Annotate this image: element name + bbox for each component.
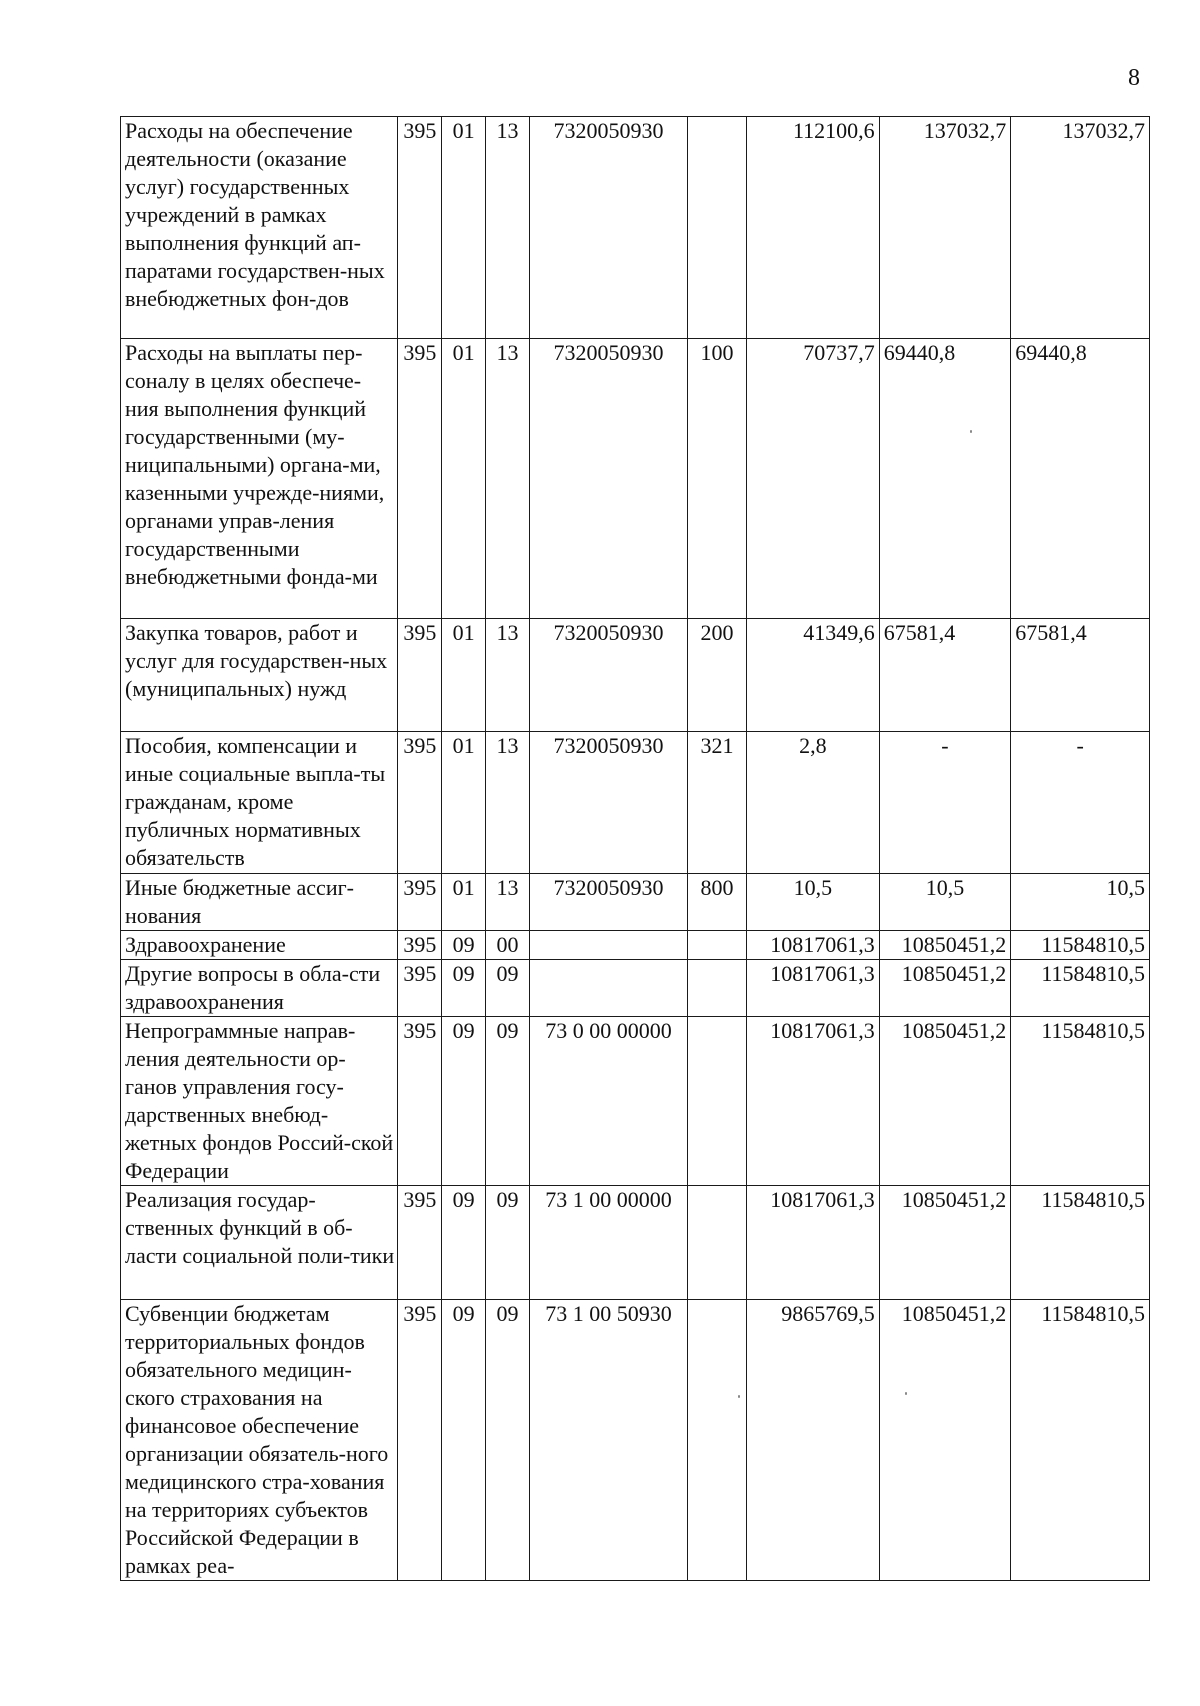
cell-year1: 41349,6 [747, 619, 880, 732]
cell-csr: 73 1 00 50930 [529, 1300, 687, 1581]
row-name: Реализация государ-ственных функций в об-ласти социальной поли-тики [121, 1186, 398, 1300]
cell-pr: 09 [486, 1186, 530, 1300]
table-row [121, 1300, 1150, 1581]
cell-pr: 13 [486, 732, 530, 874]
cell-rz: 01 [442, 619, 486, 732]
cell-year2: 10,5 [879, 874, 1011, 931]
cell-rz: 01 [442, 732, 486, 874]
cell-year3: 10,5 [1011, 874, 1150, 931]
cell-csr: 73 1 00 00000 [529, 1186, 687, 1300]
cell-year3: 11584810,5 [1011, 931, 1150, 960]
cell-rz: 09 [442, 1300, 486, 1581]
cell-year3: 137032,7 [1011, 117, 1150, 339]
cell-vr: 200 [687, 619, 746, 732]
cell-pr: 13 [486, 117, 530, 339]
cell-vr [687, 1186, 746, 1300]
cell-year2: 10850451,2 [879, 1300, 1011, 1581]
table-row [121, 1017, 1150, 1186]
cell-pr: 13 [486, 619, 530, 732]
cell-rz: 09 [442, 960, 486, 1017]
table-row [121, 619, 1150, 732]
cell-year3: - [1011, 732, 1150, 874]
cell-gl: 395 [398, 1186, 442, 1300]
cell-vr: 321 [687, 732, 746, 874]
cell-gl: 395 [398, 1300, 442, 1581]
cell-year3: 11584810,5 [1011, 1186, 1150, 1300]
cell-year1: 10817061,3 [747, 1186, 880, 1300]
cell-rz: 01 [442, 339, 486, 619]
cell-year3: 67581,4 [1011, 619, 1150, 732]
cell-pr: 13 [486, 339, 530, 619]
row-name: Непрограммные направ-ления деятельности ор-ганов управления госу-дарственных внебюд-жетных фондов Россий-ской Федерации [121, 1017, 398, 1186]
cell-vr: 800 [687, 874, 746, 931]
cell-rz: 09 [442, 1186, 486, 1300]
table-row [121, 874, 1150, 931]
budget-table [120, 116, 1150, 1581]
cell-rz: 01 [442, 117, 486, 339]
page-number: 8 [1128, 65, 1140, 91]
cell-year2: 69440,8 [879, 339, 1011, 619]
cell-gl: 395 [398, 931, 442, 960]
cell-year2: - [879, 732, 1011, 874]
row-name: Здравоохранение [121, 931, 398, 960]
table-row [121, 1186, 1150, 1300]
cell-year2: 137032,7 [879, 117, 1011, 339]
cell-vr [687, 1300, 746, 1581]
cell-year1: 70737,7 [747, 339, 880, 619]
cell-year3: 11584810,5 [1011, 960, 1150, 1017]
table-row [121, 117, 1150, 339]
cell-pr: 09 [486, 1017, 530, 1186]
cell-year1: 9865769,5 [747, 1300, 880, 1581]
cell-gl: 395 [398, 619, 442, 732]
cell-year1: 10817061,3 [747, 931, 880, 960]
cell-year2: 10850451,2 [879, 1186, 1011, 1300]
cell-year1: 10817061,3 [747, 960, 880, 1017]
row-name: Субвенции бюджетам территориальных фондов обязательного медицин-ского страхования на финансовое обеспечение организации обязатель-ного медицинского стра-хования на территориях субъектов Российской Федерации в рамках реа- [121, 1300, 398, 1581]
row-name: Расходы на выплаты пер-соналу в целях обеспече-ния выполнения функций государственными (му-ниципальными) органа-ми, казенными учрежде-ниями, органами управ-ления государственными внебюджетными фонда-ми [121, 339, 398, 619]
cell-year1: 10,5 [747, 874, 880, 931]
cell-csr: 7320050930 [529, 117, 687, 339]
cell-year2: 10850451,2 [879, 931, 1011, 960]
cell-pr: 00 [486, 931, 530, 960]
row-name: Другие вопросы в обла-сти здравоохранения [121, 960, 398, 1017]
cell-gl: 395 [398, 874, 442, 931]
cell-csr: 7320050930 [529, 874, 687, 931]
cell-csr: 7320050930 [529, 732, 687, 874]
cell-gl: 395 [398, 117, 442, 339]
row-name: Расходы на обеспечение деятельности (оказание услуг) государственных учреждений в рамках выполнения функций ап-паратами государствен-ных внебюджетных фон-дов [121, 117, 398, 339]
table-row [121, 931, 1150, 960]
table-row [121, 339, 1150, 619]
cell-pr: 09 [486, 960, 530, 1017]
cell-gl: 395 [398, 339, 442, 619]
cell-year3: 11584810,5 [1011, 1017, 1150, 1186]
row-name: Иные бюджетные ассиг-нования [121, 874, 398, 931]
cell-pr: 13 [486, 874, 530, 931]
cell-csr: 73 0 00 00000 [529, 1017, 687, 1186]
row-name: Закупка товаров, работ и услуг для государствен-ных (муниципальных) нужд [121, 619, 398, 732]
cell-rz: 09 [442, 931, 486, 960]
cell-year2: 67581,4 [879, 619, 1011, 732]
cell-vr: 100 [687, 339, 746, 619]
cell-vr [687, 960, 746, 1017]
cell-csr [529, 960, 687, 1017]
cell-vr [687, 931, 746, 960]
cell-year1: 112100,6 [747, 117, 880, 339]
cell-year1: 10817061,3 [747, 1017, 880, 1186]
cell-vr [687, 1017, 746, 1186]
cell-year1: 2,8 [747, 732, 880, 874]
cell-pr: 09 [486, 1300, 530, 1581]
table-row [121, 960, 1150, 1017]
cell-year2: 10850451,2 [879, 960, 1011, 1017]
table-row [121, 732, 1150, 874]
scan-speck [905, 1392, 907, 1395]
cell-year3: 11584810,5 [1011, 1300, 1150, 1581]
cell-csr: 7320050930 [529, 619, 687, 732]
scan-speck [970, 430, 972, 433]
cell-gl: 395 [398, 1017, 442, 1186]
cell-rz: 09 [442, 1017, 486, 1186]
row-name: Пособия, компенсации и иные социальные выпла-ты гражданам, кроме публичных нормативных обязательств [121, 732, 398, 874]
cell-year2: 10850451,2 [879, 1017, 1011, 1186]
cell-gl: 395 [398, 732, 442, 874]
scan-speck [738, 1395, 740, 1398]
cell-csr [529, 931, 687, 960]
cell-rz: 01 [442, 874, 486, 931]
cell-gl: 395 [398, 960, 442, 1017]
cell-year3: 69440,8 [1011, 339, 1150, 619]
cell-csr: 7320050930 [529, 339, 687, 619]
cell-vr [687, 117, 746, 339]
